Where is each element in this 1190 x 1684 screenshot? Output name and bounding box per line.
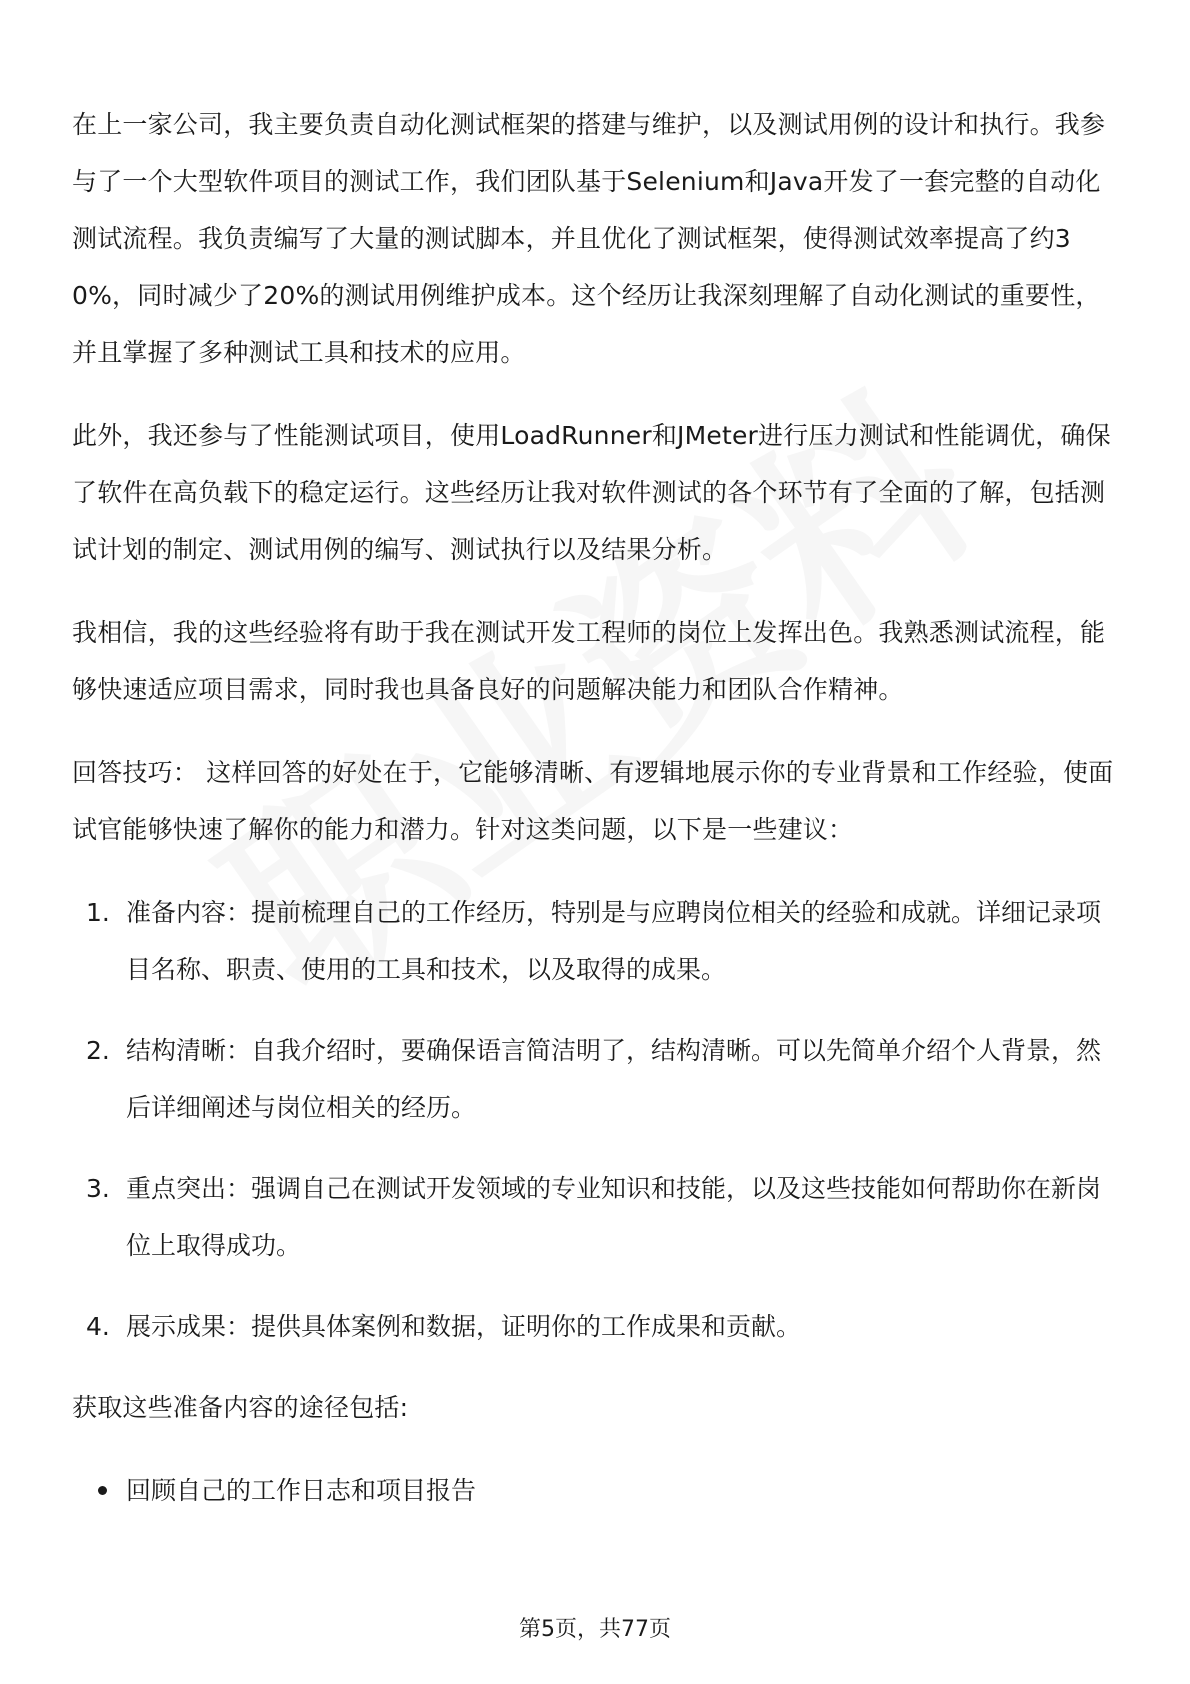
- list-item-text: 重点突出：强调自己在测试开发领域的专业知识和技能，以及这些技能如何帮助你在新岗位上取得成功。: [126, 1174, 1102, 1260]
- paragraph-answer-tips: 回答技巧： 这样回答的好处在于，它能够清晰、有逻辑地展示你的专业背景和工作经验，使面试官能够快速了解你的能力和潜力。针对这类问题，以下是一些建议：: [72, 758, 1114, 844]
- list-item: [72, 1298, 1122, 1355]
- bullet-icon: [98, 1486, 107, 1495]
- list-item-text: 回顾自己的工作日志和项目报告: [126, 1476, 477, 1505]
- paragraph-experience: 在上一家公司，我主要负责自动化测试框架的搭建与维护，以及测试用例的设计和执行。我参与了一个大型软件项目的测试工作，我们团队基于Selenium和Java开发了一套完整的自动化测试流程。我负责编写了大量的测试脚本，并且优化了测试框架，使得测试效率提高了约30%，同时减少了20%的测试用例维护成本。这个经历让我深刻理解了自动化测试的重要性，并且掌握了多种测试工具和技术的应用。: [72, 110, 1106, 367]
- paragraph-performance-testing: 此外，我还参与了性能测试项目，使用LoadRunner和JMeter进行压力测试和性能调优，确保了软件在高负载下的稳定运行。这些经历让我对软件测试的各个环节有了全面的了解，包括测试计划的制定、测试用例的编写、测试执行以及结果分析。: [72, 421, 1111, 564]
- list-item: [72, 884, 1122, 998]
- paragraph-sources-intro: 获取这些准备内容的途径包括:: [72, 1393, 409, 1422]
- list-item-number: 2.: [86, 1036, 110, 1065]
- list-item: [72, 1022, 1122, 1136]
- list-item-text: 结构清晰：自我介绍时，要确保语言简洁明了，结构清晰。可以先简单介绍个人背景，然后详细阐述与岗位相关的经历。: [126, 1036, 1102, 1122]
- tips-list: [72, 884, 1122, 1355]
- document-body: [72, 96, 1122, 1519]
- sources-list: [72, 1462, 1122, 1519]
- paragraph-conclusion: 我相信，我的这些经验将有助于我在测试开发工程师的岗位上发挥出色。我熟悉测试流程，能够快速适应项目需求，同时我也具备良好的问题解决能力和团队合作精神。: [72, 618, 1106, 704]
- list-item-number: 3.: [86, 1174, 110, 1203]
- page-number: 第5页，共77页: [519, 1617, 671, 1642]
- list-item: [72, 1462, 1122, 1519]
- list-item-text: 展示成果：提供具体案例和数据，证明你的工作成果和贡献。: [126, 1312, 802, 1341]
- list-item-text: 准备内容：提前梳理自己的工作经历，特别是与应聘岗位相关的经验和成就。详细记录项目名称、职责、使用的工具和技术，以及取得的成果。: [126, 898, 1102, 984]
- list-item-number: 1.: [86, 898, 110, 927]
- list-item: [72, 1160, 1122, 1274]
- list-item-number: 4.: [86, 1312, 110, 1341]
